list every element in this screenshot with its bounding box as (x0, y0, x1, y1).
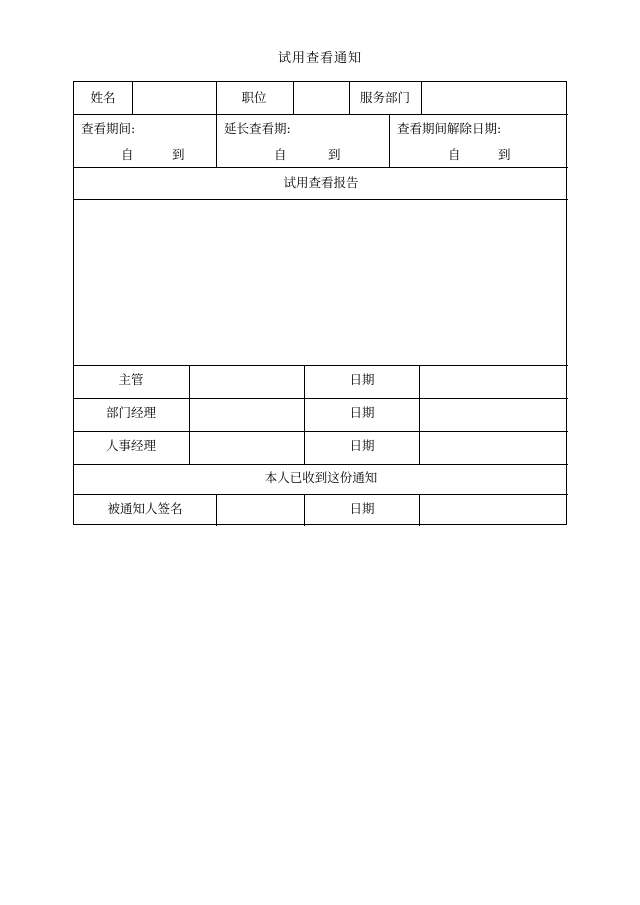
signee-date-label: 日期 (349, 501, 375, 516)
document-title: 试用查看通知 (277, 51, 362, 66)
hr-manager-label: 人事经理 (105, 438, 157, 453)
name-label: 姓名 (90, 90, 116, 105)
review-period-label: 查看期间: (81, 121, 136, 136)
extended-period-label: 延长查看期: (224, 121, 291, 136)
row-divider (74, 464, 568, 465)
hr-manager-sign-cell[interactable] (190, 432, 303, 463)
col-divider (216, 82, 217, 114)
hr-manager-date-cell[interactable] (420, 432, 566, 463)
extended-period-to: 到 (328, 147, 341, 162)
col-divider (304, 494, 305, 526)
position-label: 职位 (241, 90, 267, 105)
row-divider (74, 167, 568, 168)
supervisor-label: 主管 (118, 372, 144, 387)
supervisor-sign-cell[interactable] (190, 366, 303, 397)
signee-label: 被通知人签名 (107, 501, 183, 516)
signee-sign-cell[interactable] (217, 495, 303, 525)
acknowledgement-text: 本人已收到这份通知 (264, 470, 378, 485)
department-label: 服务部门 (359, 90, 411, 105)
col-divider (216, 114, 217, 167)
extended-period-from: 自 (274, 147, 287, 162)
review-period-to: 到 (172, 147, 185, 162)
supervisor-date-cell[interactable] (420, 366, 566, 397)
dept-manager-date-cell[interactable] (420, 399, 566, 430)
row-divider (74, 114, 568, 115)
name-value-cell[interactable] (133, 83, 215, 113)
col-divider (304, 365, 305, 464)
supervisor-date-label: 日期 (349, 372, 375, 387)
report-body-area[interactable] (75, 200, 567, 364)
hr-manager-date-label: 日期 (349, 438, 375, 453)
release-date-label: 查看期间解除日期: (397, 121, 502, 136)
dept-manager-sign-cell[interactable] (190, 399, 303, 430)
dept-manager-label: 部门经理 (105, 405, 157, 420)
department-value-cell[interactable] (422, 83, 566, 113)
release-date-from: 自 (448, 147, 461, 162)
release-date-to: 到 (498, 147, 511, 162)
review-period-from: 自 (121, 147, 134, 162)
position-value-cell[interactable] (294, 83, 348, 113)
report-header: 试用查看报告 (283, 175, 359, 190)
signee-date-cell[interactable] (420, 495, 566, 525)
col-divider (389, 114, 390, 167)
dept-manager-date-label: 日期 (349, 405, 375, 420)
col-divider (349, 82, 350, 114)
probation-review-form (73, 81, 567, 525)
